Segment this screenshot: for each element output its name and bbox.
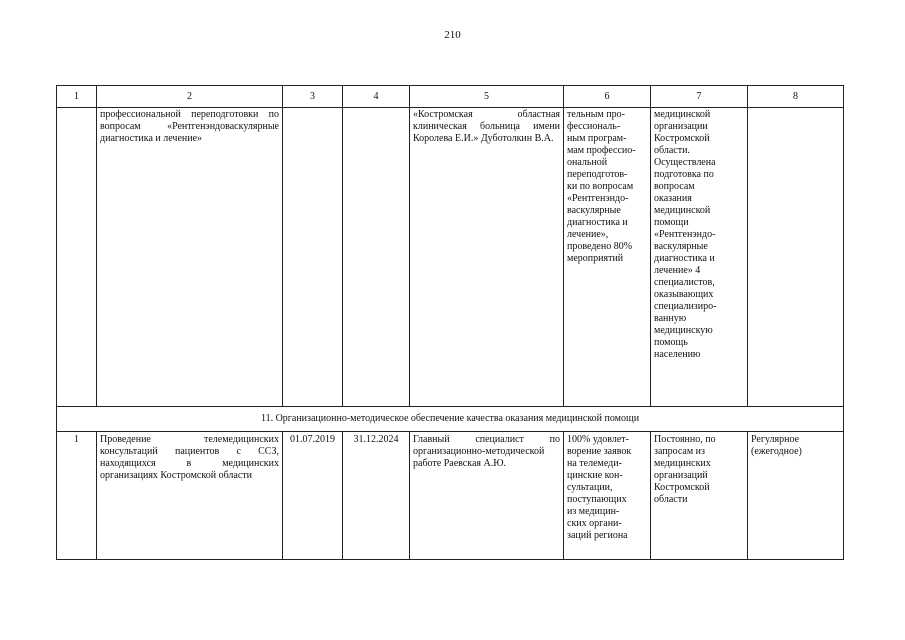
page-number: 210 [444, 29, 461, 41]
plan-table [56, 85, 844, 560]
row-number-cell [57, 108, 97, 407]
end-date-cell [343, 108, 410, 407]
responsible-cell: Главный специалист по организационно-методической работе Раевская А.Ю. [410, 432, 564, 560]
event-cell: Проведение телемедицинских консультаций пациентов с ССЗ, находящихся в медицинских организациях Костромской области [97, 432, 283, 560]
column-header: 5 [410, 86, 564, 108]
characteristic-cell: медицинской организации Костромской области. Осуществлена подготовка по вопросам оказания медицинской помощи «Рентгенэндо- васкулярные диагностика и лечение» 4 специалистов, оказывающих специализиро- ванную медицинскую помощь населению [651, 108, 748, 407]
characteristic-cell: Постоянно, по запросам из медицинских организаций Костромской области [651, 432, 748, 560]
column-header: 6 [564, 86, 651, 108]
event-cell: профессиональной переподготовки по вопросам «Рентгенэндоваскулярные диагностика и лечение» [97, 108, 283, 407]
column-header: 2 [97, 86, 283, 108]
row-number-cell: 1 [57, 432, 97, 560]
periodicity-cell [748, 108, 844, 407]
periodicity-cell: Регулярное (ежегодное) [748, 432, 844, 560]
responsible-cell: «Костромская областная клиническая больница имени Королева Е.И.» Дуботолкин В.А. [410, 108, 564, 407]
table-row [57, 432, 844, 560]
column-header: 7 [651, 86, 748, 108]
continued-table-row [57, 108, 844, 407]
column-header: 4 [343, 86, 410, 108]
start-date-cell [283, 108, 343, 407]
column-header: 3 [283, 86, 343, 108]
start-date-cell: 01.07.2019 [283, 432, 343, 560]
section-row [57, 407, 844, 432]
result-cell: 100% удовлет- ворение заявок на телемеди- цинские кон- сультации, поступающих из медицин- ских органи- заций региона [564, 432, 651, 560]
end-date-cell: 31.12.2024 [343, 432, 410, 560]
column-header-row [57, 86, 844, 108]
column-header: 1 [57, 86, 97, 108]
column-header: 8 [748, 86, 844, 108]
section-title: 11. Организационно-методическое обеспечение качества оказания медицинской помощи [57, 407, 844, 432]
result-cell: тельным про- фессиональ- ным програм- мам профессио- ональной переподготов- ки по вопросам «Рентгенэндо- васкулярные диагностика и лечение», проведено 80% мероприятий [564, 108, 651, 407]
